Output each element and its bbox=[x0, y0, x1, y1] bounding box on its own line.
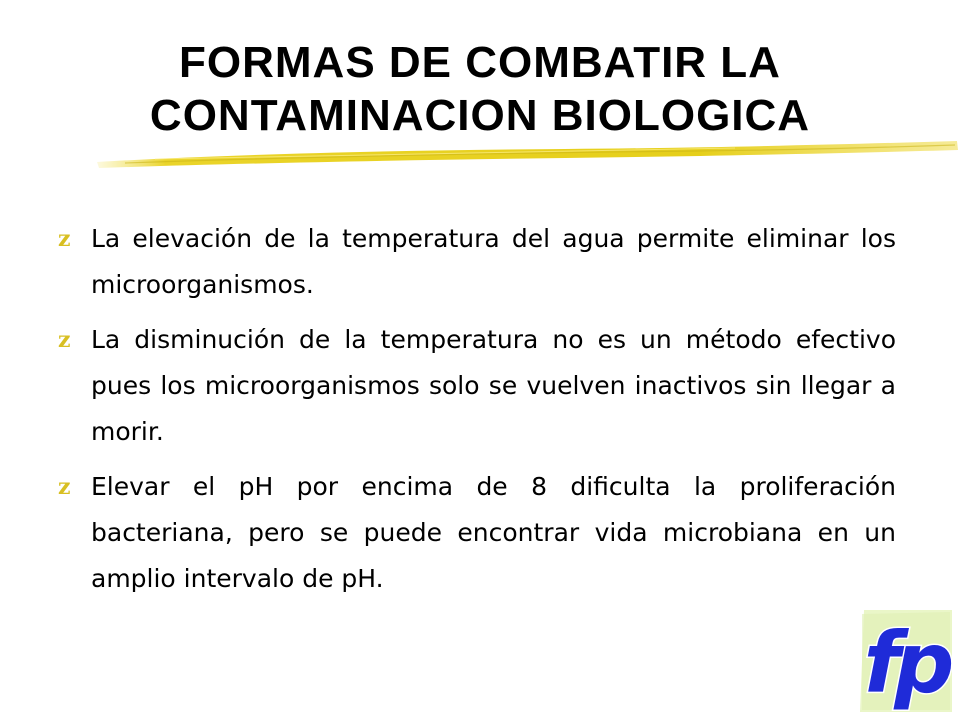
bullet-marker-icon: z bbox=[58, 474, 71, 500]
slide-title-line-1: FORMAS DE COMBATIR LA bbox=[179, 38, 781, 87]
bullet-item bbox=[58, 216, 896, 308]
bullet-list bbox=[58, 216, 896, 611]
bullet-text: La elevación de la temperatura del agua permite eliminar los microorganismos. bbox=[91, 224, 896, 299]
slide-title-line-2: CONTAMINACION BIOLOGICA bbox=[149, 91, 811, 140]
bullet-item bbox=[58, 317, 896, 455]
title-underline-brushstroke bbox=[95, 138, 960, 172]
bullet-marker-icon: z bbox=[58, 327, 71, 353]
fp-logo-text: fp bbox=[863, 614, 949, 712]
slide-title bbox=[40, 36, 920, 142]
bullet-text: Elevar el pH por encima de 8 dificulta la proliferación bacteriana, pero se puede encontrar vida microbiana en un amplio intervalo de pH. bbox=[91, 472, 896, 593]
bullet-marker-icon: z bbox=[58, 226, 71, 252]
bullet-item bbox=[58, 464, 896, 602]
fp-logo-icon bbox=[856, 604, 956, 716]
bullet-text: La disminución de la temperatura no es un método efectivo pues los microorganismos solo se vuelven inactivos sin llegar a morir. bbox=[91, 325, 896, 446]
